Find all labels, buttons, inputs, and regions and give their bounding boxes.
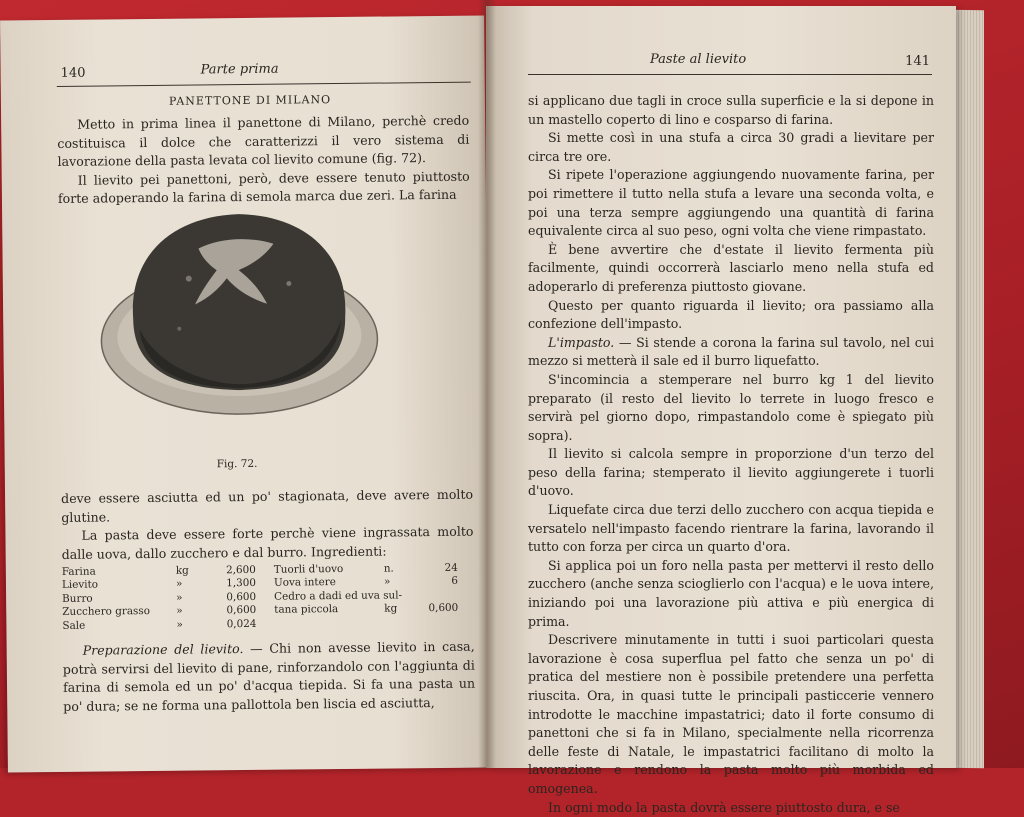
prep-body: — Chi non avesse lievito in casa, potrà servirsi del lievito di pane, rinforzandolo con l'aggiunta di farina di semola ed un po' d'acqua tiepida. Si fa una pasta un po' dura; se ne forma una pallottola ben liscia ed asciutta, <box>62 638 476 714</box>
paragraph: È bene avvertire che d'estate il lievito fermenta più facilmente, quindi occorrerà lasciarlo meno nella stufa ed adoperarlo di preferenza piuttosto giovane. <box>528 241 934 294</box>
impasto-heading: L'impasto. <box>548 334 615 350</box>
ingredient-name: Burro <box>62 592 93 605</box>
ingredient-name: Uova intere <box>273 576 336 590</box>
ingredient-qty: 0,024 <box>226 617 257 630</box>
ingredient-unit: kg <box>175 564 189 577</box>
paragraph: deve essere asciutta ed un po' stagionata, deve avere molto glutine. <box>61 486 474 525</box>
ingredient-qty: 2,600 <box>226 563 256 577</box>
ingredient-qty <box>408 589 458 590</box>
paragraph: Liquefate circa due terzi dello zucchero con acqua tiepida e versatelo nell'impasto facendo rientrare la farina, lavorando il tutto con forza per circa un quarto d'ora. <box>528 502 934 555</box>
running-head: Parte prima <box>200 61 279 78</box>
impasto-body: — Si stende a corona la farina sul tavolo, nel cui mezzo si metterà il sale ed il burro liquefatto. <box>528 334 934 369</box>
paragraph: Si mette così in una stufa a circa 30 gradi a lievitare per circa tre ore. <box>528 130 934 164</box>
page-number: 140 <box>60 65 86 81</box>
paragraph: Si ripete l'operazione aggiungendo nuovamente farina, per poi rimettere il tutto nella stufa a levare una seconda volta, e poi una terza sempre aggiungendo una quantità di farina equivalente circa al suo peso, ogni volta che viene rimpastato. <box>528 167 934 239</box>
ingredient-name: Cedro a dadi ed uva sul- <box>274 589 403 603</box>
paragraph: Questo per quanto riguarda il lievito; ora passiamo alla confezione dell'impasto. <box>528 297 934 332</box>
ingredient-name: Sale <box>62 619 86 632</box>
paragraph: si applicano due tagli in croce sulla superficie e la si depone in un mastello coperto di lino e cosparso di farina. <box>528 93 934 127</box>
ingredient-qty <box>408 615 458 616</box>
ingredients-table <box>62 562 475 633</box>
ingredient-qty: 0,600 <box>226 604 257 617</box>
panettone-illustration <box>98 207 380 450</box>
figure-caption: Fig. 72. <box>216 457 258 471</box>
left-page <box>0 15 492 772</box>
ingredient-unit: » <box>383 575 391 588</box>
paragraph: Si applica poi un foro nella pasta per mettervi il resto dello zucchero (anche senza scioglierlo con l'acqua) e le uova intere, iniziando poi una lavorazione più attiva e più energica di prima. <box>528 557 934 629</box>
right-page <box>486 6 956 815</box>
paragraph: Il lievito pei panettoni, però, deve essere tenuto piuttosto forte adoperando la farina di semola marca due zeri. La farina <box>57 168 470 207</box>
paragraph: In ogni modo la pasta dovrà essere piuttosto dura, e se <box>548 799 900 815</box>
ingredient-unit: » <box>176 618 183 631</box>
ingredient-qty: 0,600 <box>428 601 459 615</box>
ingredient-name: tana piccola <box>274 603 339 616</box>
paragraph: S'incomincia a stemperare nel burro kg 1 del lievito preparato (il resto del lievito lo terrete in luogo fresco e servirà pel giorno dopo, rimpastandolo come è spiegato più sopra). <box>528 371 934 443</box>
dough-text <box>61 486 474 565</box>
ingredient-unit: n. <box>383 562 394 575</box>
ingredient-name: Tuorli d'uovo <box>273 562 344 576</box>
ingredient-unit: » <box>176 604 183 617</box>
left-page-header <box>57 60 471 87</box>
ingredient-qty: 1,300 <box>226 577 257 590</box>
paragraph <box>528 334 934 371</box>
ingredient-unit: » <box>176 591 183 604</box>
book-gutter <box>478 0 496 768</box>
paragraph: La pasta deve essere forte perchè viene ingrassata molto dalle uova, dallo zucchero e dal burro. Ingredienti: <box>61 523 474 562</box>
ingredient-name: Lievito <box>61 578 99 592</box>
ingredient-qty: 6 <box>451 575 459 588</box>
ingredient-unit: kg <box>384 602 398 615</box>
ingredient-qty: 24 <box>444 561 458 574</box>
paragraph: Descrivere minutamente in tutti i suoi particolari questa lavorazione è cosa superflua pel fatto che senza un po' di pratica del mestiere non è possibile pretendere una perfetta riuscita. Ora, in quasi tutte le principali pasticcerie vennero introdotte le macchine impastatrici; dato il forte consumo di panettoni che si fa in Milano, specialmente nella ricorrenza delle feste di Natale, le impastatrici facilitano di molto la lavorazione e rendono la pasta molto più morbida ed omogenea. <box>528 632 934 796</box>
ingredient-name: Zucchero grasso <box>62 605 150 619</box>
prep-heading: Preparazione del lievito. <box>82 641 244 658</box>
ingredient-name: Farina <box>61 565 96 578</box>
paragraph <box>63 638 476 717</box>
ingredient-qty: 0,600 <box>226 590 257 603</box>
right-page-text <box>528 92 934 817</box>
paragraph: Metto in prima linea il panettone di Milano, perchè credo costituisca il dolce che caratterizzi il vero sistema di lavorazione della pasta levata col lievito comune (fig. 72). <box>57 112 470 170</box>
paragraph: Il lievito si calcola sempre in proporzione d'un terzo del peso della farina; stemperato il lievito aggiungerete i tuorli d'uovo. <box>528 446 934 499</box>
intro-text <box>57 112 470 209</box>
section-title: PANETTONE DI MILANO <box>168 93 332 108</box>
running-head: Paste al lievito <box>650 52 747 67</box>
ingredient-unit: » <box>175 578 183 591</box>
right-page-header <box>528 52 932 75</box>
page-number: 141 <box>905 54 930 69</box>
preparation-text <box>63 638 476 717</box>
